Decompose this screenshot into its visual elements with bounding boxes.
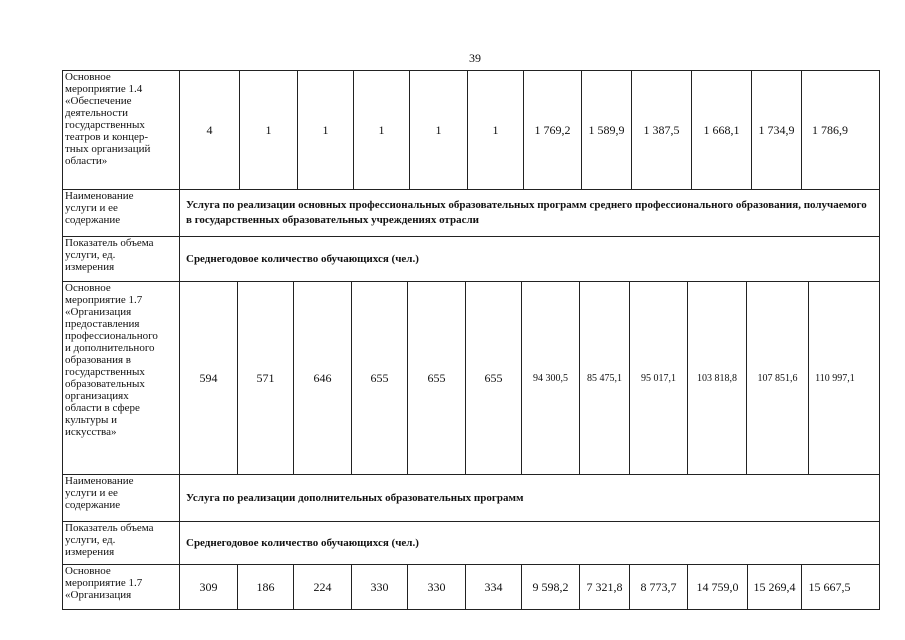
value-cell: 655 [352,282,408,474]
table-span-row [62,522,880,565]
service-description: Среднегодовое количество обучающихся (чел.) [186,536,419,549]
value-cell: 1 [468,71,524,189]
value-cell: 186 [238,565,294,609]
value-cell: 655 [466,282,522,474]
row-label: Показатель объема услуги, ед. измерения [63,237,180,281]
value-cell: 15 667,5 [808,579,851,594]
table-span-row [62,190,880,237]
value-cell: 85 475,1 [580,282,630,474]
page-number: 39 [469,51,481,65]
value-cell: 1 734,9 [752,71,802,189]
value-cell: 95 017,1 [630,282,688,474]
value-cell: 1 387,5 [632,71,692,189]
value-cell: 103 818,8 [688,282,747,474]
value-cell: 14 759,0 [688,565,748,609]
value-cell: 1 [240,71,298,189]
value-cell: 1 [410,71,468,189]
value-cell: 594 [180,282,238,474]
value-cell: 107 851,6 [747,282,809,474]
value-cell: 309 [180,565,238,609]
value-cell: 94 300,5 [522,282,580,474]
row-label: Наименование услуги и ее содержание [63,190,180,236]
table-row [62,565,880,610]
service-description: Услуга по реализации дополнительных образовательных программ [186,491,524,504]
row-label: Основное мероприятие 1.7 «Организация предоставления профессионального и дополнительного образования в государственных образовательных организациях области в сфере культуры и искусства» [63,282,180,474]
value-cell: 7 321,8 [580,565,630,609]
value-cell: 646 [294,282,352,474]
value-cell: 1 [354,71,410,189]
value-cell: 9 598,2 [522,565,580,609]
value-cell: 330 [352,565,408,609]
value-cell: 110 997,1 [815,372,855,384]
value-cell: 8 773,7 [630,565,688,609]
value-cell: 224 [294,565,352,609]
value-cell: 571 [238,282,294,474]
value-cell: 655 [408,282,466,474]
value-cell: 15 269,4 [748,565,802,609]
service-description: Услуга по реализации основных профессиональных образовательных программ среднего профессионального образования, получаемого в государственных образовательных учреждениях отрасли [186,199,867,226]
row-label: Показатель объема услуги, ед. измерения [63,522,180,564]
row-label: Основное мероприятие 1.7 «Организация [63,565,180,609]
row-label: Наименование услуги и ее содержание [63,475,180,521]
value-cell: 1 [298,71,354,189]
row-label: Основное мероприятие 1.4 «Обеспечение деятельности государственных театров и концер- тных организаций области» [63,71,180,189]
value-cell: 1 786,9 [812,122,848,137]
service-description: Среднегодовое количество обучающихся (чел.) [186,252,419,265]
value-cell: 4 [180,71,240,189]
table-span-row [62,237,880,282]
table-row [62,70,880,190]
value-cell: 1 589,9 [582,71,632,189]
value-cell: 1 668,1 [692,71,752,189]
table-row [62,282,880,475]
value-cell: 330 [408,565,466,609]
table-span-row [62,475,880,522]
value-cell: 334 [466,565,522,609]
value-cell: 1 769,2 [524,71,582,189]
